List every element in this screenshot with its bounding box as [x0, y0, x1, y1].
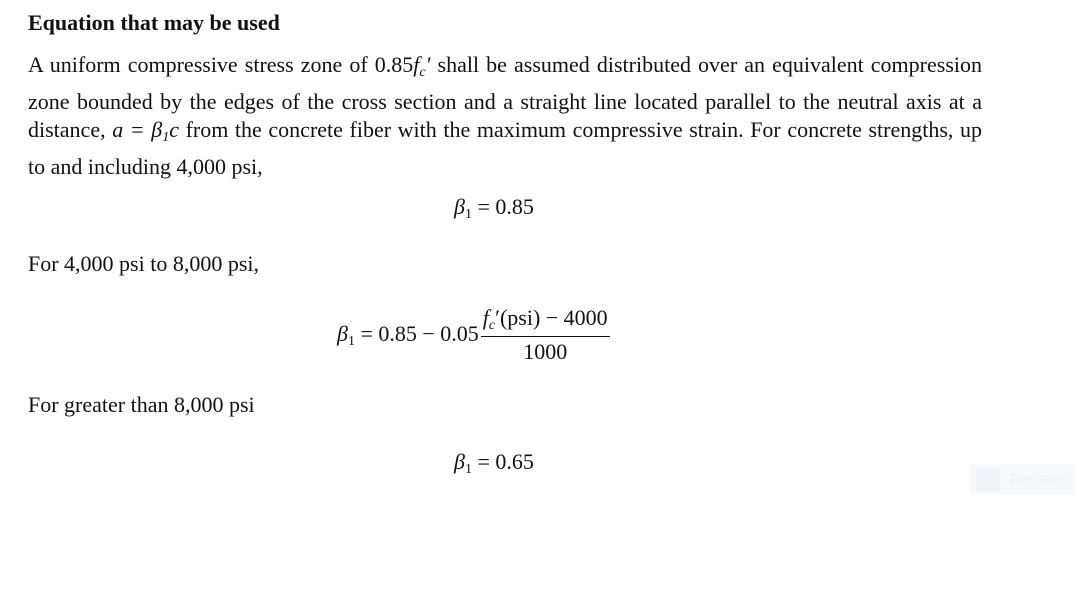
para-text-1: A uniform compressive stress zone of 0.85: [28, 52, 414, 77]
equation-beta-linear: [337, 305, 610, 365]
rectangle-icon: [976, 467, 1000, 491]
beta-subscript: 1: [347, 333, 355, 349]
a-eq-text: a = β: [112, 117, 163, 142]
equation-beta-085: [454, 194, 534, 223]
a-eq-subscript: 1: [162, 130, 170, 145]
beta-subscript: 1: [464, 207, 472, 222]
fc-subscript: c: [419, 65, 426, 80]
para-text-2: shall be assumed distributed over an equivalent compression zone bounded by the edges of the cross section and a straight line located parallel to the neutral axis at a distance,: [28, 52, 982, 142]
beta-symbol: β: [337, 320, 348, 346]
fc-subscript: c: [488, 318, 496, 333]
a-equation: [112, 117, 179, 145]
range-label-over-8000: For greater than 8,000 psi: [28, 392, 255, 417]
fc-prime: ′: [425, 52, 431, 77]
fc-letter: f: [482, 305, 489, 330]
section-heading: Equation that may be used: [28, 10, 280, 35]
range-label-4000-8000: For 4,000 psi to 8,000 psi,: [28, 251, 260, 276]
a-eq-c: c: [169, 117, 179, 142]
body-paragraph: [28, 51, 982, 181]
fraction: [481, 305, 610, 365]
equation-beta-065: [454, 449, 534, 478]
equation-rhs: = 0.85: [471, 194, 534, 219]
beta-symbol: β: [454, 449, 465, 474]
fc-symbol: [413, 52, 431, 80]
faded-rectangle-tool-button[interactable]: [970, 464, 1076, 494]
beta-symbol: β: [454, 194, 465, 219]
equation-rhs: = 0.65: [471, 449, 534, 474]
fraction-denominator: 1000: [523, 339, 568, 364]
para-text-3: from the concrete fiber with the maximum compressive strain. For concrete strengths, up to and including 4,000 psi,: [28, 117, 982, 179]
fc-letter: f: [413, 52, 420, 77]
rectangle-label: Rectang: [1010, 470, 1066, 488]
numerator-rest: ′(psi) − 4000: [495, 305, 608, 330]
equation-rhs: = 0.85 − 0.05: [354, 320, 479, 346]
beta-subscript: 1: [464, 462, 472, 477]
fraction-numerator: [481, 305, 610, 337]
